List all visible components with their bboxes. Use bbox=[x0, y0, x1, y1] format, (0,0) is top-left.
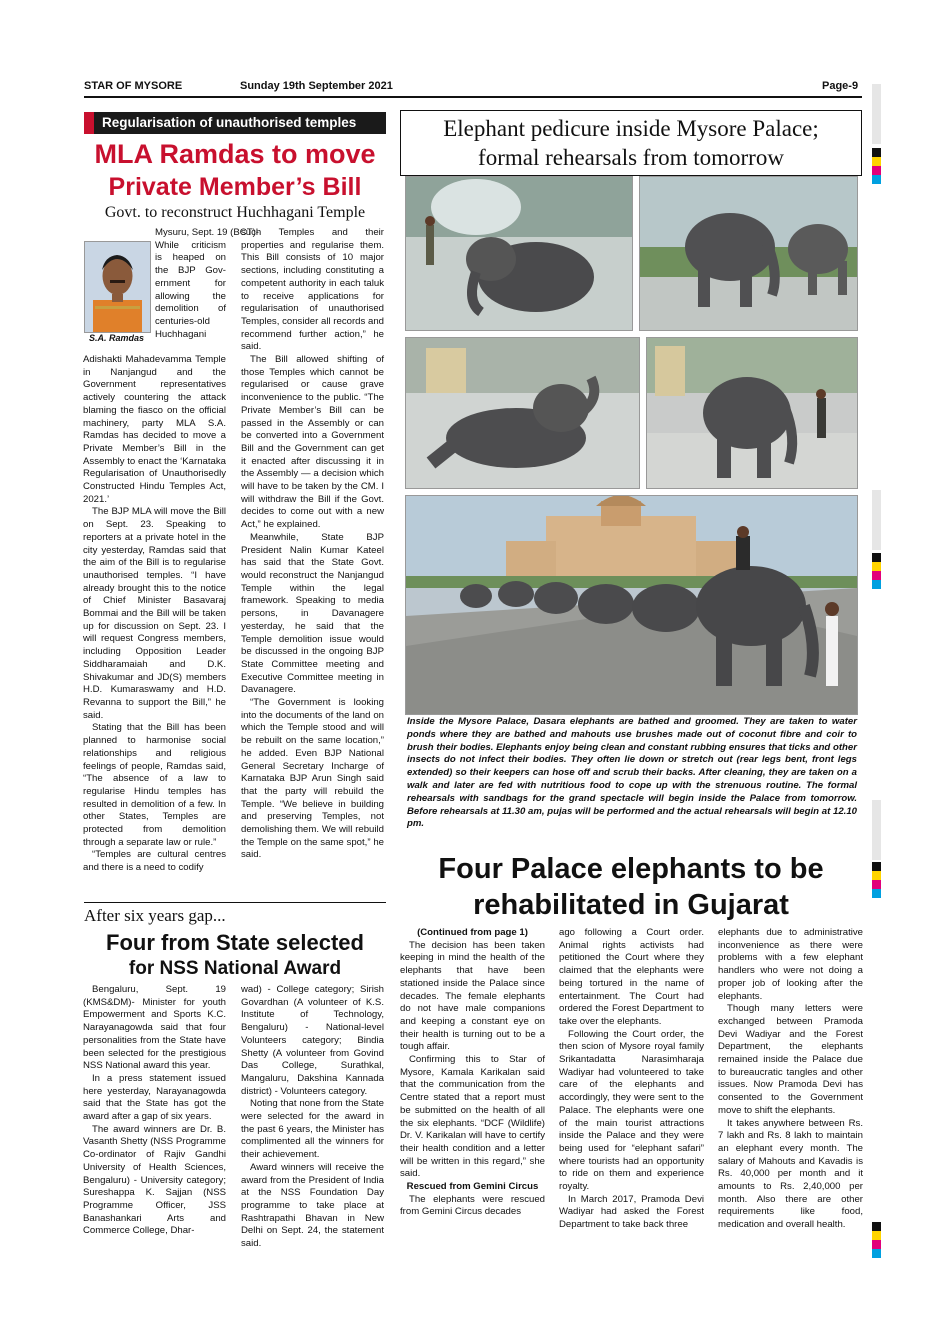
story3-paragraph: Bengaluru, Sept. 19 (KMS&DM)- Minister for youth Empowerment and Sports K.C. Narayanagowda said that four personalities from the State have been selected for the prestigious NSS National award this year. bbox=[83, 984, 226, 1072]
story1-paragraph: “Temples are cultural centres and there is a need to codify bbox=[83, 849, 226, 874]
masthead-date: Sunday 19th September 2021 bbox=[240, 80, 393, 92]
story1-column-2 bbox=[241, 227, 384, 862]
color-registration-bar-2 bbox=[872, 553, 881, 589]
story4-headline-line2: rehabilitated in Gujarat bbox=[473, 889, 789, 921]
story3-paragraph: wad) - College category; Sirish Govardhan (A volunteer of K.S. Institute of Technology, Bengaluru) - National-level Volunteers category; Bindia Shetty (A volunteer from Govind Das College, Surathkal, Mangaluru, Dakshina Kannada district) - Volunteers category. bbox=[241, 984, 384, 1097]
story1-kicker: Regularisation of unauthorised temples bbox=[102, 115, 357, 130]
story4-paragraph: The decision has been taken keeping in mind the health of the elephants that have been stationed inside the Palace since decades. The female elephants do not have male companions and keeping a constant eye on their health is turning out to be a tough affair. bbox=[400, 939, 545, 1053]
story1-headline-line1: MLA Ramdas to move bbox=[94, 139, 376, 169]
story3-kicker: After six years gap... bbox=[84, 906, 226, 925]
story3-paragraph: The award winners are Dr. B. Vasanth Shetty (NSS Programme Co-ordinator of Rajiv Gandhi University of Health Sciences, Bengaluru) - University category; Sureshappa K. Sajjan (NSS Programme Officer, JSS Banashankari Arts and Commerce College, Dhar- bbox=[83, 1123, 226, 1237]
color-registration-bar-4 bbox=[872, 1222, 881, 1258]
story4-column-1-tail: The elephants were rescued from Gemini Circus decades bbox=[400, 1193, 545, 1218]
story4-continued-note: (Continued from page 1) bbox=[417, 927, 528, 938]
story3-paragraph: In a press statement issued here yesterday, Narayanagowda said that the State has got the award after a gap of six years. bbox=[83, 1072, 226, 1123]
story4-paragraph: Confirming this to Star of Mysore, Kamala Karikalan said that the communication from the Centre stated that a report must be submitted on the health of all the six elephants. “DCF (Wildlife) Dr. V. Karikalan will have to certify their health condition and a letter will be written in this regard,” she said. bbox=[400, 1054, 545, 1180]
color-registration-bar-1 bbox=[872, 148, 881, 184]
story1-wrap-text bbox=[155, 227, 259, 341]
ramdas-photo-caption: S.A. Ramdas bbox=[88, 333, 145, 343]
elephant-bath-photo-2 bbox=[639, 176, 858, 331]
elephant-bath-photo-1 bbox=[405, 176, 633, 331]
story1-kicker-bar bbox=[84, 112, 386, 134]
story1-paragraph: “The Government is looking into the documents of the land on which the Temple stood and will be rebuilt on the same location,” he added. Even BJP National General Secretary Incharge of Karnataka BJP Arun Singh said that the party will rebuild the Temple. “We believe in building and preserving Temples, not demolishing them. We will rebuild the Temple on the same spot,” he said. bbox=[241, 697, 384, 861]
story3-top-rule bbox=[84, 902, 386, 903]
elephant-bath-photo-4 bbox=[646, 337, 858, 489]
elephant-procession-photo bbox=[405, 495, 858, 715]
ramdas-portrait-photo bbox=[84, 241, 151, 333]
story1-paragraph: Adishakti Mahadevamma Temple in Nanjangud and the Government representatives actively countering the attack blaming the fiasco on the official machinery, party MLA S.A. Ramdas has decided to move a Private Member’s Bill in the Assembly to enact the ‘Karnataka Regularisation of Unauthorisedly Constructed Hindu Temples Act, 2021.’ bbox=[83, 354, 226, 505]
story4-paragraph: elephants due to administrative inconvenience as there were problems with a few elephant handlers who were not doing a proper job of looking after the elephants. bbox=[718, 927, 863, 1002]
margin-gray-strip bbox=[872, 84, 881, 144]
story1-wrap-line: Huchhagani bbox=[155, 328, 207, 340]
story1-paragraph: such Temples and their properties and regularise them. This Bill consists of 10 major sections, including constituting a competent authority in each taluk to receive applications for regularisation of unauthorised Temples, consider all records and recommend further action,” he said. bbox=[241, 227, 384, 353]
story3-paragraph: Noting that none from the State were selected for the award in the past 6 years, the Minister has complimented all the winners for their achievement. bbox=[241, 1098, 384, 1161]
story1-wrap-line: allowing the bbox=[155, 290, 226, 302]
story3-headline-line2: for NSS National Award bbox=[128, 958, 342, 979]
story3-headline-line1: Four from State selected bbox=[106, 930, 364, 955]
story1-wrap-line: ernment for bbox=[155, 277, 226, 289]
story4-paragraph: Though many letters were exchanged between Pramoda Devi Wadiyar and the Forest Department, the elephants remained inside the Palace due to bureaucratic tangles and other issues. Now Pramoda Devi has consented to the Government move to shift the elephants. bbox=[718, 1003, 863, 1116]
story4-subhead: Rescued from Gemini Circus bbox=[406, 1181, 539, 1193]
story2-headline-line1: Elephant pedicure inside Mysore Palace; bbox=[443, 116, 819, 141]
story3-paragraph: Award winners will receive the award from the President of India at the NSS Foundation Day programme to take place at Rashtrapathi Bhavan in New Delhi on Sept. 24, the statement said. bbox=[241, 1161, 384, 1250]
story1-wrap-line: the BJP Gov- bbox=[155, 265, 226, 277]
color-registration-bar-3 bbox=[872, 862, 881, 898]
story2-photo-caption: Inside the Mysore Palace, Dasara elephants are bathed and groomed. They are taken to water ponds where they are bathed and mahouts use brushes made out of coconut fibre and coir to brush their bodies. Elephants enjoy being clean and constant rubbing ensures that ticks and other insects do not infect their bodies. They often lie down or stretch out (rear legs bent, front legs extended) so their keepers can hose off and scrub their backs. After cleaning, they are taken on a walk and later are fed with nutritious food to cope up with the strenuous routine. The formal rehearsals with sandbags for the grand spectacle will begin inside the Palace from tomorrow. Before rehearsals at 11.30 am, pujas will be performed and the actual rehearsals will begin at 12.10 pm. bbox=[407, 716, 857, 830]
story4-paragraph: Following the Court order, the then scion of Mysore royal family Srikantadatta Narasimharaja Wadiyar had volunteered to take care of the elephants and accordingly, they were sent to the Palace. The elephants were one of the main tourist attractions inside the Palace and they were being used for “elephant safari” where tourists had an opportunity to ride on them and experience royalty. bbox=[559, 1028, 704, 1193]
margin-gray-strip bbox=[872, 800, 881, 860]
story1-wrap-line: While criticism bbox=[155, 239, 226, 251]
story1-subhead: Govt. to reconstruct Huchhagani Temple bbox=[104, 204, 366, 221]
story3-column-1 bbox=[83, 984, 226, 1238]
story1-column-1 bbox=[83, 354, 226, 875]
masthead-paper: STAR OF MYSORE bbox=[84, 80, 183, 92]
story1-wrap-line: Mysuru, Sept. 19 (BCT)- bbox=[155, 227, 259, 238]
story4-paragraph: In March 2017, Pramoda Devi Wadiyar had asked the Forest Department to take back three bbox=[559, 1193, 704, 1231]
story2-headline-box bbox=[400, 110, 862, 176]
story4-column-3 bbox=[718, 927, 863, 1232]
story1-wrap-line: is heaped on bbox=[155, 252, 226, 264]
story1-headline-line2: Private Member’s Bill bbox=[108, 173, 362, 201]
elephant-bath-photo-3 bbox=[405, 337, 640, 489]
margin-gray-strip bbox=[872, 490, 881, 550]
story1-paragraph: Meanwhile, State BJP President Nalin Kumar Kateel has said that the State Govt. would reconstruct the Nanjangud Temple within the legal framework. Speaking to media persons, in Davanagere yesterday, he said that the Temple demolition issue would be discussed in the ongoing BJP State Committee meeting and Executive Committee meeting in Davanagere. bbox=[241, 531, 384, 696]
story1-paragraph: The Bill allowed shifting of those Temples which cannot be regularised or cause grave inconvenience to the public. “The Private Member’s Bill can be passed in the Assembly or can be converted into a Government Bill and the Government can get it enacted after discussing it in the Assembly — a decision which will have to be taken by the CM. I will withdraw the Bill if the Govt. decides to come out with a new Act,” he explained. bbox=[241, 354, 384, 531]
story4-paragraph: ago following a Court order. Animal rights activists had petitioned the Court where they claimed that the elephants were being tortured in the name of entertainment. The Court had ordered the Forest Department to take over the elephants. bbox=[559, 927, 704, 1027]
story1-wrap-line: centuries-old bbox=[155, 315, 210, 327]
story2-headline-line2: formal rehearsals from tomorrow bbox=[478, 145, 784, 170]
story4-headline-line1: Four Palace elephants to be bbox=[438, 853, 824, 885]
story1-wrap-line: demolition of bbox=[155, 303, 226, 315]
story4-column-1 bbox=[400, 927, 545, 1219]
masthead-page: Page-9 bbox=[822, 80, 859, 92]
story1-paragraph: The BJP MLA will move the Bill on Sept. 23. Speaking to reporters at a private hotel in the city yesterday, Ramdas said that the aim of the Bill is to regularise unauthorised temples. “I have already brought this to the notice of Chief Minister Basavaraj Bommai and the Bill will be taken up for discussion on Sept. 23. I will request Congress members, including Opposition Leader Siddharamaiah and D.K. Shivakumar and JD(S) members H.D. Kumaraswamy and H.D. Revanna to support the Bill,” he said. bbox=[83, 506, 226, 721]
masthead-rule bbox=[84, 96, 862, 98]
story4-column-2 bbox=[559, 927, 704, 1232]
story1-paragraph: Stating that the Bill has been planned to harmonise social relationships and religious feelings of people, Ramdas said, “The absence of a law to regularise Hindu temples has resulted in demolition of a few. In other States, Temples are protected from demolition through a separate law or rule.” bbox=[83, 722, 226, 848]
story4-paragraph: It takes anywhere between Rs. 7 lakh and Rs. 8 lakh to maintain an elephant every month. The salary of Mahouts and Kavadis is Rs. 40,000 per month and it amounts to Rs. 2,40,000 per month. Also there are other requirements like food, medication and overall health. bbox=[718, 1117, 863, 1231]
story3-column-2 bbox=[241, 984, 384, 1251]
